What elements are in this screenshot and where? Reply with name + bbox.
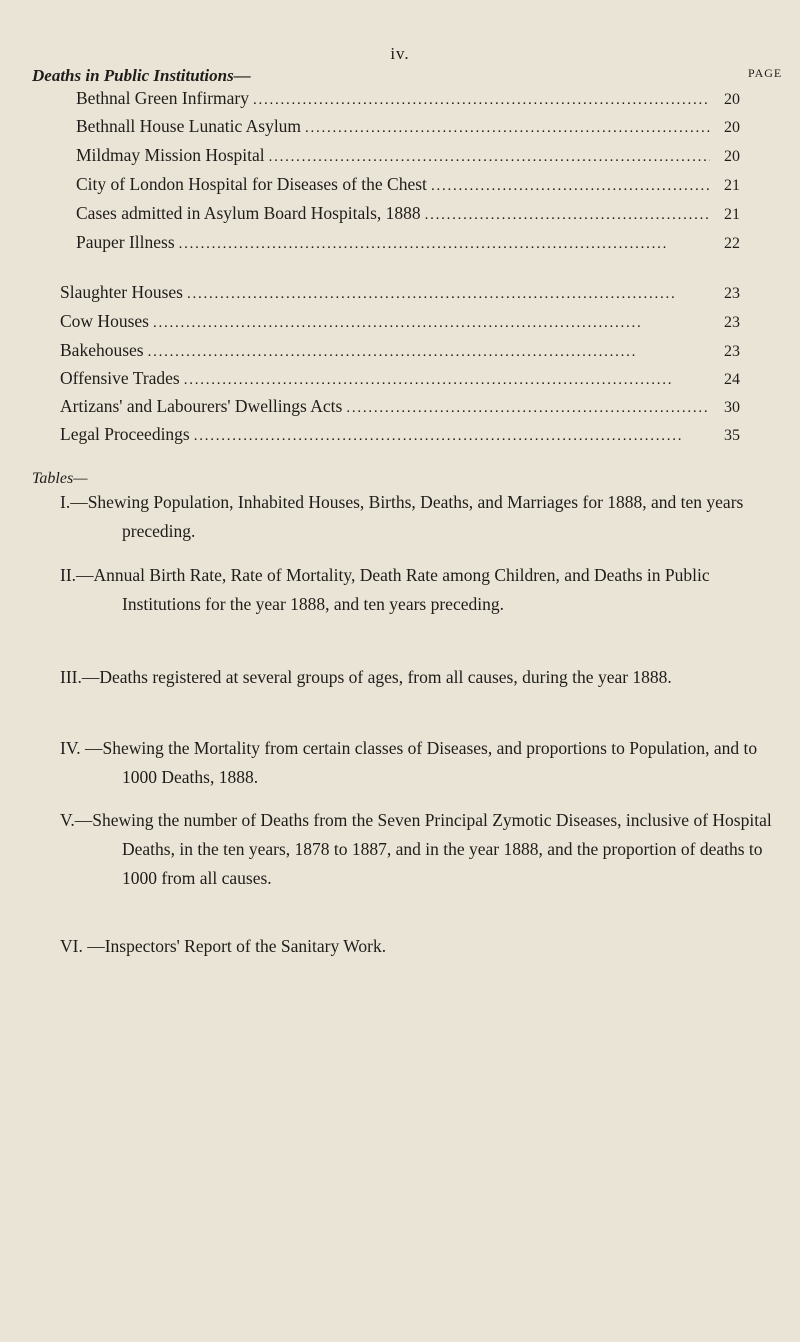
toc-entry-page: 20 xyxy=(724,119,740,136)
toc-entry-label: Slaughter Houses xyxy=(60,282,183,302)
toc-entry-page: 21 xyxy=(724,206,740,223)
page-column-header: PAGE xyxy=(748,66,783,80)
toc-entry xyxy=(76,88,740,112)
toc-entry-page: 24 xyxy=(724,371,740,388)
toc-entry-label: Bethnal Green Infirmary xyxy=(76,88,249,108)
table-description: Shewing the number of Deaths from the Seven Principal Zymotic Diseases, inclusive of Hospital Deaths, in the ten years, 1878 to 1887, and in the year 1888, and the proportion of deaths to 1000 from all causes. xyxy=(92,810,772,888)
section-heading: Deaths in Public Institutions— xyxy=(32,66,251,85)
toc-entry-page: 30 xyxy=(724,399,740,416)
leader-dots xyxy=(253,92,710,109)
leader-dots xyxy=(194,428,710,445)
table-description: Deaths registered at several groups of ages, from all causes, during the year 1888. xyxy=(99,667,672,687)
toc-entry-page: 23 xyxy=(724,285,740,302)
table-entry xyxy=(60,806,782,893)
toc-entry-label: Offensive Trades xyxy=(60,368,180,388)
table-numeral: I.— xyxy=(60,492,88,512)
toc-entry xyxy=(76,232,740,256)
table-entry xyxy=(60,663,782,692)
toc-entry-page: 35 xyxy=(724,427,740,444)
table-entry xyxy=(60,734,782,792)
table-description: Shewing the Mortality from certain classes of Diseases, and proportions to Population, and to 1000 Deaths, 1888. xyxy=(102,738,758,787)
leader-dots xyxy=(431,178,710,195)
toc-entry xyxy=(76,203,740,227)
toc-entry xyxy=(60,424,740,448)
tables-heading: Tables— xyxy=(32,470,88,487)
toc-entry-page: 20 xyxy=(724,148,740,165)
table-numeral: IV. — xyxy=(60,738,103,758)
toc-entry-label: Bethnall House Lunatic Asylum xyxy=(76,116,302,136)
leader-dots xyxy=(269,149,710,166)
toc-entry-page: 21 xyxy=(724,177,740,194)
toc-entry-label: Artizans' and Labourers' Dwellings Acts xyxy=(60,396,343,416)
toc-entry-label: Legal Proceedings xyxy=(60,424,190,444)
leader-dots xyxy=(346,400,710,417)
table-numeral: II.— xyxy=(60,565,94,585)
toc-entry-label: Bakehouses xyxy=(60,340,144,360)
toc-entry xyxy=(60,368,740,392)
leader-dots xyxy=(153,315,710,332)
toc-entry xyxy=(76,116,740,140)
table-numeral: VI. — xyxy=(60,936,105,956)
table-description: Annual Birth Rate, Rate of Mortality, Death Rate among Children, and Deaths in Public Institutions for the year 1888, and ten years preceding. xyxy=(93,565,710,614)
table-numeral: V.— xyxy=(60,810,93,830)
toc-entry xyxy=(60,282,740,306)
toc-entry-label: Mildmay Mission Hospital xyxy=(76,145,265,165)
table-description: Shewing Population, Inhabited Houses, Births, Deaths, and Marriages for 1888, and ten years preceding. xyxy=(87,492,744,541)
table-entry xyxy=(60,561,782,619)
toc-entry-label: Pauper Illness xyxy=(76,232,175,252)
toc-entry-label: Cow Houses xyxy=(60,311,149,331)
table-numeral: III.— xyxy=(60,667,100,687)
page-number: iv. xyxy=(390,44,410,63)
toc-entry-label: Cases admitted in Asylum Board Hospitals, 1888 xyxy=(76,203,421,223)
toc-entry-page: 22 xyxy=(724,235,740,252)
leader-dots xyxy=(425,207,710,224)
table-entry xyxy=(60,932,782,961)
toc-entry-page: 23 xyxy=(724,343,740,360)
toc-entry xyxy=(76,145,740,169)
table-description: Inspectors' Report of the Sanitary Work. xyxy=(104,936,387,956)
toc-entry xyxy=(60,396,740,420)
toc-entry-page: 23 xyxy=(724,314,740,331)
toc-entry xyxy=(76,174,740,198)
toc-entry xyxy=(60,311,740,335)
leader-dots xyxy=(148,344,710,361)
leader-dots xyxy=(179,236,710,253)
leader-dots xyxy=(184,372,710,389)
table-entry xyxy=(60,488,782,546)
toc-entry xyxy=(60,340,740,364)
leader-dots xyxy=(305,120,710,137)
toc-entry-page: 20 xyxy=(724,91,740,108)
toc-entry-label: City of London Hospital for Diseases of the Chest xyxy=(76,174,427,194)
leader-dots xyxy=(187,286,710,303)
